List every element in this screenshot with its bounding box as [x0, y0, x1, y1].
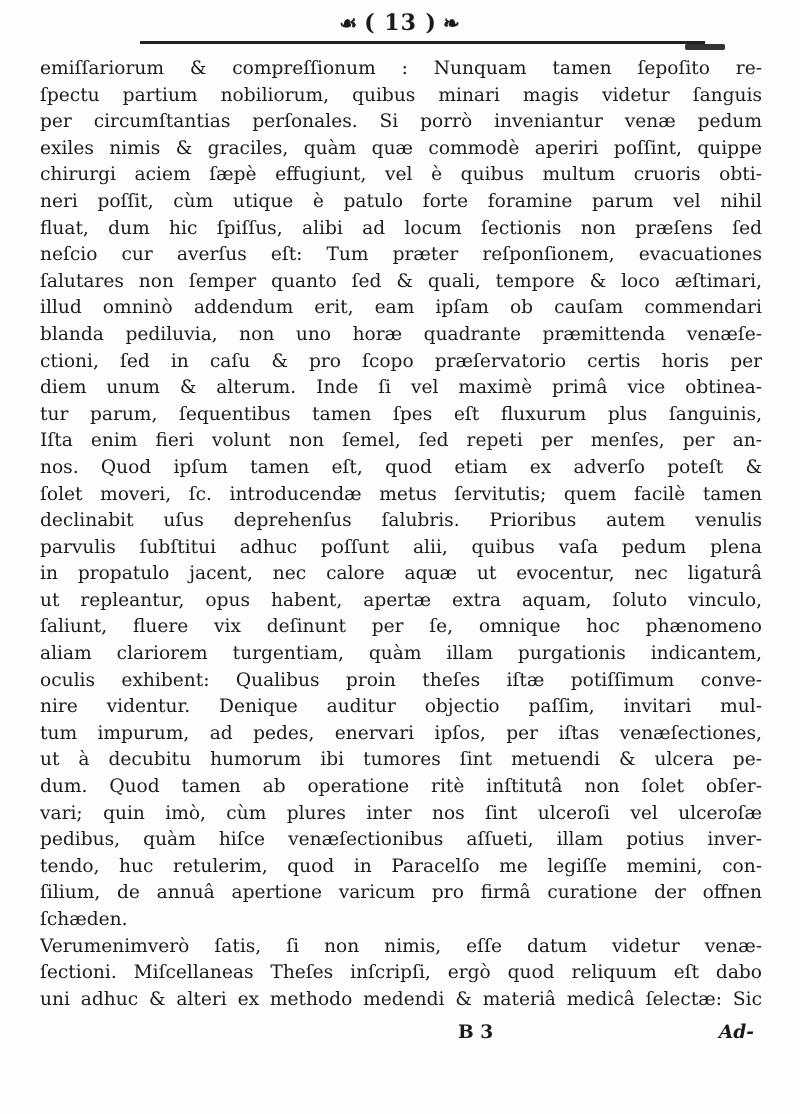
text-line: Iſta enim fieri volunt non ſemel, ſed repeti per menſes, per an-: [40, 430, 762, 452]
text-line: pedibus, quàm hiſce venæſectionibus aſſueti, illam potius inver-: [40, 829, 762, 851]
text-line: neri poſſit, cùm utique è patulo forte foramine parum vel nihil: [40, 190, 762, 212]
text-line: Verumenimverò ſatis, ſi non nimis, eſſe datum videtur venæ-: [40, 935, 762, 957]
text-line: ut repleantur, opus habent, apertæ extra aquam, ſoluto vinculo,: [40, 589, 762, 611]
text-line: ſchæden.: [40, 909, 128, 930]
text-line: parvulis ſubſtitui adhuc poſſunt alii, quibus vaſa pedum plena: [40, 536, 762, 558]
text-line: ſaliunt, fluere vix deſinunt per ſe, omnique hoc phænomeno: [40, 616, 762, 638]
text-line: ſectioni. Miſcellaneas Theſes inſcripſi, ergò quod reliquum eſt dabo: [40, 962, 762, 984]
text-line: exiles nimis & graciles, quàm quæ commodè aperiri poſſint, quippe: [40, 137, 762, 159]
text-line: chirurgi aciem ſæpè effugiunt, vel è quibus multum cruoris obti-: [40, 164, 762, 186]
header-rule-tail: [685, 44, 725, 50]
text-line: ſilium, de annuâ apertione varicum pro firmâ curatione der offnen: [40, 882, 762, 904]
text-line: ſpectu partium nobiliorum, quibus minari magis videtur ſanguis: [40, 84, 762, 106]
text-line: vari; quin imò, cùm plures inter nos ſint ulceroſi vel ulceroſæ: [40, 802, 762, 824]
text-line: tum impurum, ad pedes, enervari ipſos, per iſtas venæſectiones,: [40, 722, 762, 744]
text-line: aliam clariorem turgentiam, quàm illam purgationis indicantem,: [40, 643, 762, 665]
text-line: neſcio cur averſus eſt: Tum præter reſponſionem, evacuationes: [40, 244, 762, 266]
text-line: uni adhuc & alteri ex methodo medendi & materiâ medicâ ſelectæ: Sic: [40, 988, 762, 1010]
page-footer: [40, 1022, 762, 1048]
right-ornament-icon: ❧: [442, 11, 461, 35]
text-line: emiſſariorum & compreſſionum : Nunquam tamen ſepoſito re-: [40, 58, 762, 79]
text-line: ut à decubitu humorum ibi tumores ſint metuendi & ulcera pe-: [40, 749, 762, 771]
signature-mark: B 3: [458, 1022, 494, 1043]
text-line: blanda pediluvia, non uno horæ quadrante præmittenda venæſe-: [40, 323, 762, 345]
text-line: nos. Quod ipſum tamen eſt, quod etiam ex adverſo poteſt &: [40, 456, 762, 478]
page-header: [270, 8, 530, 38]
text-line: nire videntur. Denique auditur objectio paſſim, invitari mul-: [40, 696, 762, 718]
text-line: per circumſtantias perſonales. Si porrò inveniantur venæ pedum: [40, 111, 762, 133]
header-rule: [140, 41, 705, 44]
body-text: [40, 56, 762, 1013]
text-line: ſalutares non ſemper quanto ſed & quali, tempore & loco æſtimari,: [40, 270, 762, 292]
text-line: declinabit uſus deprehenſus ſalubris. Prioribus autem venulis: [40, 510, 762, 532]
text-line: tendo, huc retulerim, quod in Paracelſo me legiſſe memini, con-: [40, 855, 762, 877]
left-ornament-icon: ☙: [339, 11, 359, 35]
text-line: dum. Quod tamen ab operatione ritè inſtitutâ non ſolet obſer-: [40, 776, 762, 798]
catchword: Ad-: [718, 1022, 754, 1043]
text-line: in propatulo jacent, nec calore aquæ ut evocentur, nec ligaturâ: [40, 563, 762, 585]
text-line: ſolet moveri, ſc. introducendæ metus ſervitutis; quem facilè tamen: [40, 483, 762, 505]
text-line: diem unum & alterum. Inde ſi vel maximè primâ vice obtinea-: [40, 377, 762, 399]
text-line: illud omninò addendum erit, eam ipſam ob cauſam commendari: [40, 297, 762, 319]
page-number: ( 13 ): [364, 10, 437, 36]
text-line: ctioni, ſed in caſu & pro ſcopo præſervatorio certis horis per: [40, 350, 762, 372]
text-line: fluat, dum hic ſpiſſus, alibi ad locum ſectionis non præſens ſed: [40, 217, 762, 239]
text-line: tur parum, ſequentibus tamen ſpes eſt fluxurum plus ſanguinis,: [40, 403, 762, 425]
text-line: oculis exhibent: Qualibus proin theſes iſtæ potiſſimum conve-: [40, 669, 762, 691]
